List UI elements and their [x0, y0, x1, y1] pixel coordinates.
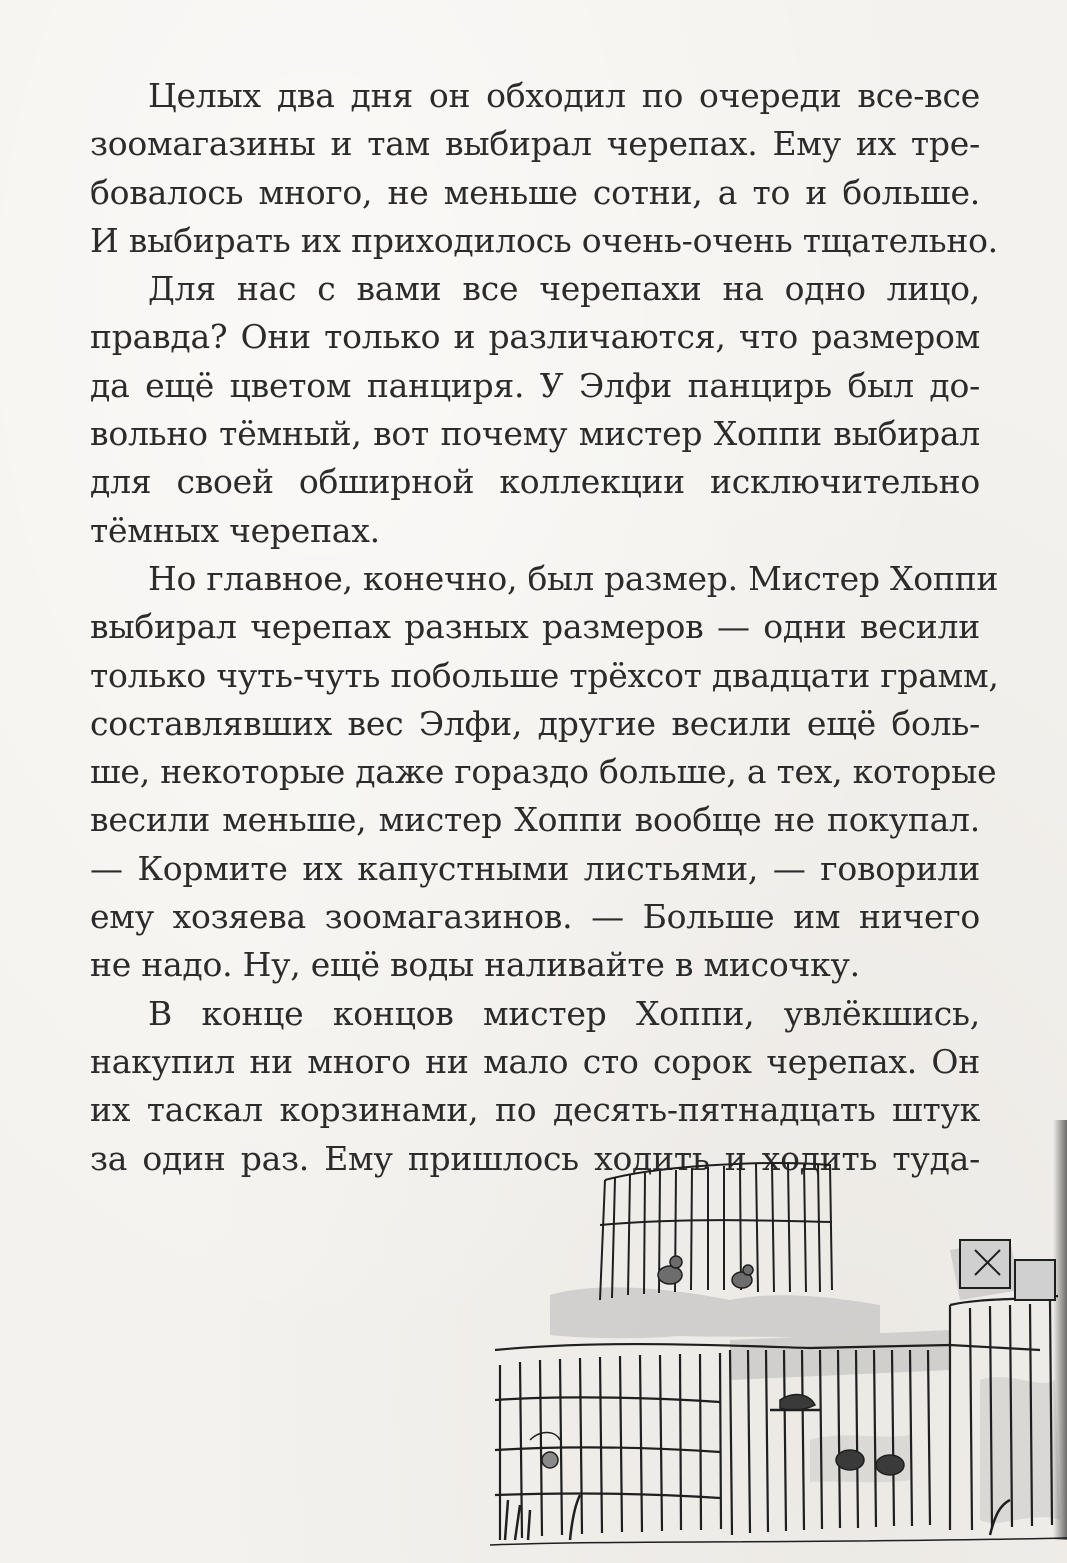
text-line: ему хозяева зоомагазинов. — Больше им ничего [90, 897, 980, 937]
text-line: тёмных черепах. [90, 510, 380, 550]
text-line: да ещё цветом панциря. У Элфи панцирь был до- [90, 365, 980, 405]
text-line: правда? Они только и различаются, что размером [90, 317, 980, 357]
text-line: только чуть-чуть побольше трёхсот двадцати грамм, [90, 655, 999, 695]
text-line: вольно тёмный, вот почему мистер Хоппи выбирал [90, 414, 980, 454]
pet-shop-sketch-icon [480, 1140, 1067, 1563]
text-line: не надо. Ну, ещё воды наливайте в мисочку. [90, 945, 860, 985]
text-line: накупил ни много ни мало сто сорок черепах. Он [90, 1041, 980, 1081]
page-edge-shadow [1053, 1120, 1067, 1540]
text-line: — Кормите их капустными листьями, — говорили [90, 848, 980, 888]
text-line: за один раз. Ему пришлось ходить и ходить туда- [90, 1138, 980, 1178]
text-line: выбирал черепах разных размеров — одни весили [90, 607, 980, 647]
text-line: составлявших вес Элфи, другие весили ещё боль- [90, 703, 980, 743]
text-line: Для нас с вами все черепахи на одно лицо, [148, 269, 980, 309]
text-line: зоомагазины и там выбирал черепах. Ему их тре- [90, 124, 980, 164]
text-line: бовалось много, не меньше сотни, а то и больше. [90, 172, 980, 212]
text-line: для своей обширной коллекции исключительно [90, 462, 980, 502]
text-line: И выбирать их приходилось очень-очень тщательно. [90, 220, 998, 260]
text-line: Но главное, конечно, был размер. Мистер Хоппи [148, 558, 999, 598]
text-line: Целых два дня он обходил по очереди все-все [148, 76, 980, 115]
text-line: ше, некоторые даже гораздо больше, а тех, которые [90, 752, 997, 792]
text-line: В конце концов мистер Хоппи, увлёкшись, [148, 993, 980, 1033]
pet-shop-illustration [480, 1140, 1067, 1563]
text-line: их таскал корзинами, по десять-пятнадцать штук [90, 1090, 980, 1130]
body-text [90, 72, 999, 1183]
text-line: весили меньше, мистер Хоппи вообще не покупал. [90, 800, 980, 840]
